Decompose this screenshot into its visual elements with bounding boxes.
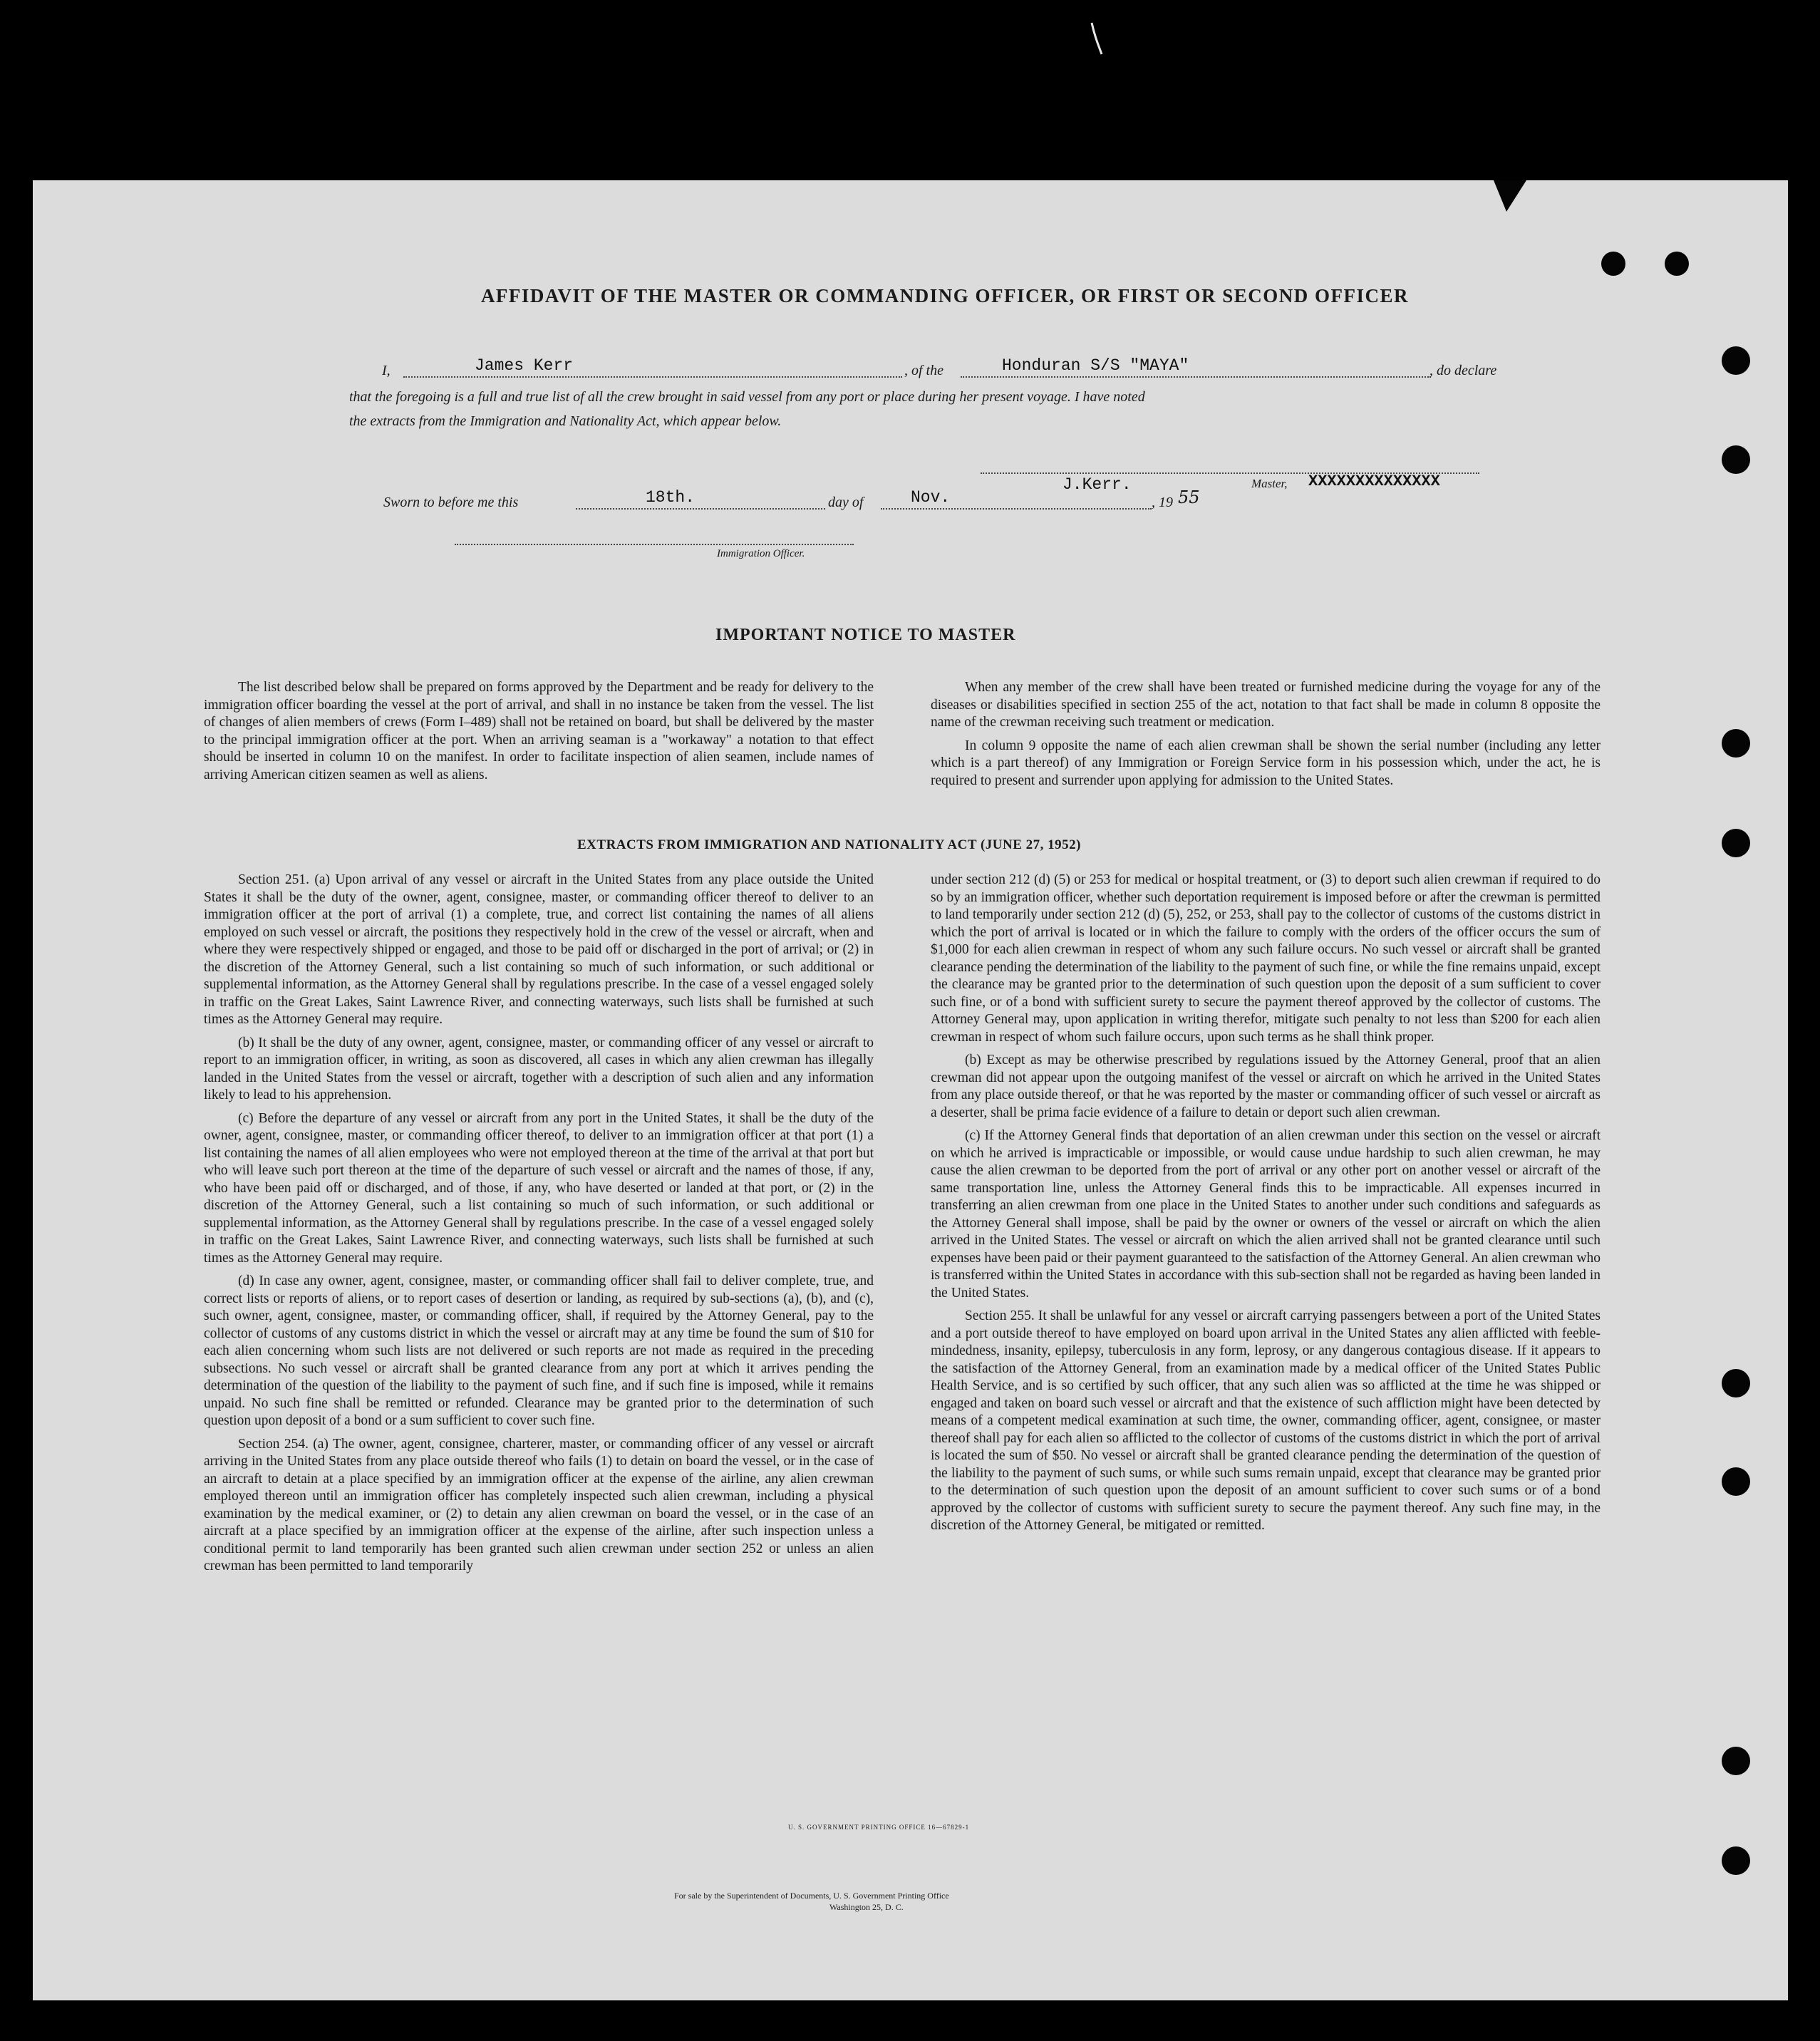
sworn-label: Sworn to before me this xyxy=(383,495,519,510)
sworn-month-line xyxy=(881,508,1152,510)
punch-hole-icon xyxy=(1601,252,1625,276)
master-strikeout: XXXXXXXXXXXXXX xyxy=(1308,472,1440,490)
sworn-year: 55 xyxy=(1178,487,1200,507)
extract-paragraph: (c) If the Attorney General finds that deportation of an alien crewman under this section on the vessel or aircraft on which he arrived is impracticable or impossible, or would cause undue hardship to such alien crewman, he may cause the alien crewman to be deported from the port of arrival or any other port on another vessel or aircraft of the same transportation line, unless the Attorney General finds this to be impracticable. All expenses incurred in transferring an alien crewman from one place in the United States to another under such conditions and safeguards as the Attorney General shall impose, shall be paid by the owner or owners of the vessel or aircraft on which the alien arrived in the United States. The vessel or aircraft on which the alien arrived shall not be granted clearance until such expenses have been paid or their payment guaranteed to the satisfaction of the Attorney General. An alien crewman who is transferred within the United States in accordance with this sub-section shall not be regarded as having been landed in the United States. xyxy=(931,1128,1601,1301)
year-prefix: , 19 xyxy=(1152,495,1173,510)
notice-right-column xyxy=(931,679,1601,795)
declaration-line-2: the extracts from the Immigration and Nationality Act, which appear below. xyxy=(349,413,782,429)
punch-hole-icon xyxy=(1722,1846,1750,1875)
notice-right-paragraph-1: When any member of the crew shall have been treated or furnished medicine during the voyage for any of the diseases or disabilities specified in section 255 of the act, notation to that fact shall be made in column 8 opposite the name of the crewman receiving such treatment or medication. xyxy=(931,680,1601,730)
sworn-month: Nov. xyxy=(911,488,951,507)
document-page xyxy=(33,180,1788,2000)
master-label: Master, xyxy=(1251,477,1288,490)
extract-paragraph: (b) It shall be the duty of any owner, agent, consignee, master, or commanding officer of any vessel or aircraft to report to an immigration officer, in writing, as soon as discovered, all cases in which any alien crewman has illegally landed in the United States from the vessel or aircraft, together with a description of such alien and any information likely to lead to his apprehension. xyxy=(204,1035,874,1102)
master-name: James Kerr xyxy=(475,356,574,375)
punch-hole-icon xyxy=(1722,829,1750,857)
gpo-line: U. S. GOVERNMENT PRINTING OFFICE 16—67829-1 xyxy=(788,1824,970,1831)
immigration-officer-line xyxy=(455,544,854,545)
extract-paragraph: Section 254. (a) The owner, agent, consignee, charterer, master, or commanding officer of any vessel or aircraft arriving in the United States from any place outside thereof who fails (1) to detain on board the vessel, or in the case of an aircraft to detain at a place specified by an immigration officer at the expense of the airline, any alien crewman employed thereon until an immigration officer has completely inspected such alien crewman, including a physical examination by the medical examiner, or (2) to detain any alien crewman on board the vessel, or in the case of an aircraft at a place specified by an immigration officer at the expense of the airline, after such inspection unless a conditional permit to land temporarily has been granted such alien crewman under section 252 or unless an alien crewman has been permitted to land temporarily xyxy=(204,1436,874,1574)
declaration-line-1: that the foregoing is a full and true list of all the crew brought in said vessel from any port or place during her present voyage. I have noted xyxy=(349,389,1145,405)
sale-line-2: Washington 25, D. C. xyxy=(829,1902,904,1912)
notice-right-paragraph-2: In column 9 opposite the name of each alien crewman shall be shown the serial number (including any letter which is a part thereof) of any Immigration or Foreign Service form in his possession which, under the act, he is required to present and surrender upon applying for admission to the United States. xyxy=(931,738,1601,788)
sworn-day: 18th. xyxy=(646,488,696,507)
vessel-name: Honduran S/S "MAYA" xyxy=(1002,356,1189,375)
scan-mark-icon xyxy=(1090,21,1105,57)
affidavit-title: AFFIDAVIT OF THE MASTER OR COMMANDING OFFICER, OR FIRST OR SECOND OFFICER xyxy=(480,285,1410,306)
punch-hole-icon xyxy=(1722,1369,1750,1397)
punch-hole-icon xyxy=(1722,729,1750,758)
punch-hole-icon xyxy=(1665,252,1689,276)
extract-paragraph: (d) In case any owner, agent, consignee, master, or commanding officer shall fail to deliver complete, true, and correct lists or reports of aliens, or to report cases of desertion or landing, as required by sub-sections (a), (b), and (c), such owner, agent, consignee, master, or commanding officer, shall, if required by the Attorney General, pay to the collector of customs of any customs district in which the vessel or aircraft may at any time be found the sum of $10 for each alien concerning whom such lists are not delivered or such reports are not made as required in the preceding subsections. No such vessel or aircraft shall be granted clearance from any port at which it arrives pending the determination of the question of the liability to the payment of such fine, and if such fine is imposed, while it remains unpaid. No such fine shall be remitted or refunded. Clearance may be granted prior to the determination of such question upon deposit of a bond or a sum sufficient to cover such fine. xyxy=(204,1273,874,1428)
i-label: I, xyxy=(382,363,391,378)
vessel-name-line xyxy=(961,376,1431,378)
extract-paragraph: (c) Before the departure of any vessel or aircraft from any port in the United States, it shall be the duty of the owner, agent, consignee, master, or commanding officer thereof, to deliver to an immigration officer at that port (1) a list containing the names of all alien employees who were not employed thereon at the time of the arrival at that port but who will leave such port thereon at the time of the departure of such vessel or aircraft and the names of those, if any, who have been paid off or discharged, and of those, if any, who have deserted or landed at that port, or (2) in the discretion of the Attorney General, such a list containing so much of such information, or such additional or supplemental information, as the Attorney General shall by regulations prescribe. In the case of a vessel engaged solely in traffic on the Great Lakes, Saint Lawrence River, and connecting waterways, such lists shall be furnished at such times as the Attorney General may require. xyxy=(204,1110,874,1266)
extract-paragraph: (b) Except as may be otherwise prescribed by regulations issued by the Attorney General, proof that an alien crewman did not appear upon the outgoing manifest of the vessel or aircraft on which he arrived in the United States from any place outside thereof, or that he was reported by the master or commanding officer of such vessel or aircraft as a deserter, shall be prima facie evidence of a failure to detain or deport such alien crewman. xyxy=(931,1053,1601,1120)
punch-hole-icon xyxy=(1722,346,1750,375)
of-the-label: , of the xyxy=(904,363,943,378)
sworn-day-line xyxy=(576,508,825,510)
notice-left-paragraph: The list described below shall be prepared on forms approved by the Department and be ready for delivery to the immigration officer boarding the vessel at the port of arrival, and shall in no instance be taken from the vessel. The list of changes of alien members of crews (Form I–489) shall not be retained on board, but shall be delivered by the master to the principal immigration officer at the port. When an arriving seaman is a "workaway" a notation to that effect should be inserted in column 10 on the manifest. In order to facilitate inspection of alien seamen, include names of arriving American citizen seamen as well as aliens. xyxy=(204,680,874,782)
extracts-right-column xyxy=(931,872,1601,1541)
extracts-heading: EXTRACTS FROM IMMIGRATION AND NATIONALITY ACT (JUNE 27, 1952) xyxy=(577,837,1081,852)
immigration-officer-label: Immigration Officer. xyxy=(717,548,805,559)
extracts-left-column xyxy=(204,872,874,1581)
master-signature: J.Kerr. xyxy=(1062,475,1132,494)
day-of-label: day of xyxy=(828,495,864,510)
punch-hole-icon xyxy=(1722,1467,1750,1496)
extract-paragraph: Section 255. It shall be unlawful for any vessel or aircraft carrying passengers between a port of the United States and a port outside thereof to have employed on board upon arrival in the United States any alien afflicted with feeble-mindedness, insanity, epilepsy, tuberculosis in any form, leprosy, or any dangerous contagious disease. If it appears to the satisfaction of the Attorney General, from an examination made by a medical officer of the United States Public Health Service, and is so certified by such officer, that any such alien was so afflicted at the time he was shipped or engaged and taken on board such vessel or aircraft and that the existence of such affliction might have been detected by means of a competent medical examination at such time, the owner, commanding officer, agent, consignee, or master thereof shall pay for each alien so afflicted to the collector of customs of the customs district in which the port of arrival is located the sum of $50. No vessel or aircraft shall be granted clearance pending the determination of the question of the liability to the payment of such sums, or while such sums remain unpaid, except that clearance may be granted prior to the determination of such question upon the deposit of an amount sufficient to cover such sums or of a bond approved by the collector of customs with sufficient surety to secure the payment thereof. Any such fine may, in the discretion of the Attorney General, be mitigated or remitted. xyxy=(931,1308,1601,1533)
page-notch xyxy=(1494,180,1526,212)
punch-hole-icon xyxy=(1722,1747,1750,1775)
extract-paragraph: Section 251. (a) Upon arrival of any vessel or aircraft in the United States from any place outside the United States it shall be the duty of the owner, agent, consignee, master, or commanding officer thereof to deliver to an immigration officer at the port of arrival (1) a complete, true, and correct list containing the names of all aliens employed on such vessel or aircraft, the positions they respectively hold in the crew of the vessel or aircraft, when and where they were respectively shipped or engaged, and those to be paid off or discharged in the port of arrival; or (2) in the discretion of the Attorney General, such a list containing so much of such information, or such additional or supplemental information, as the Attorney General shall by regulations prescribe. In the case of a vessel engaged solely in traffic on the Great Lakes, Saint Lawrence River, and connecting waterways, such lists shall be furnished at such times as the Attorney General may require. xyxy=(204,872,874,1027)
do-declare-label: , do declare xyxy=(1429,363,1497,378)
sale-line-1: For sale by the Superintendent of Documents, U. S. Government Printing Office xyxy=(674,1891,949,1901)
master-name-line xyxy=(403,376,902,378)
extract-paragraph: under section 212 (d) (5) or 253 for medical or hospital treatment, or (3) to deport such alien crewman if required to do so by an immigration officer, whether such deportation requirement is imposed before or after the crewman is permitted to land temporarily under section 212 (d) (5), 252, or 253, shall pay to the collector of customs of the customs district in which the port of arrival is located or in which the failure to comply with the orders of the officer occurs the sum of $1,000 for each alien crewman in respect of whom any such failure occurs. No such vessel or aircraft shall be granted clearance pending the determination of the liability to the payment of such fine, or while the fine remains unpaid, except the clearance may be granted prior to the determination of such question upon the deposit of a sum sufficient to cover such fine, or of a bond with sufficient surety to secure the payment thereof approved by the collector of customs. The Attorney General may, upon application in writing therefor, mitigate such penalty to not less than $200 for each alien crewman in respect of whom such failure occurs, upon such terms as he shall think proper. xyxy=(931,872,1601,1045)
notice-heading: IMPORTANT NOTICE TO MASTER xyxy=(715,626,1016,644)
notice-left-column xyxy=(204,679,874,790)
punch-hole-icon xyxy=(1722,445,1750,474)
